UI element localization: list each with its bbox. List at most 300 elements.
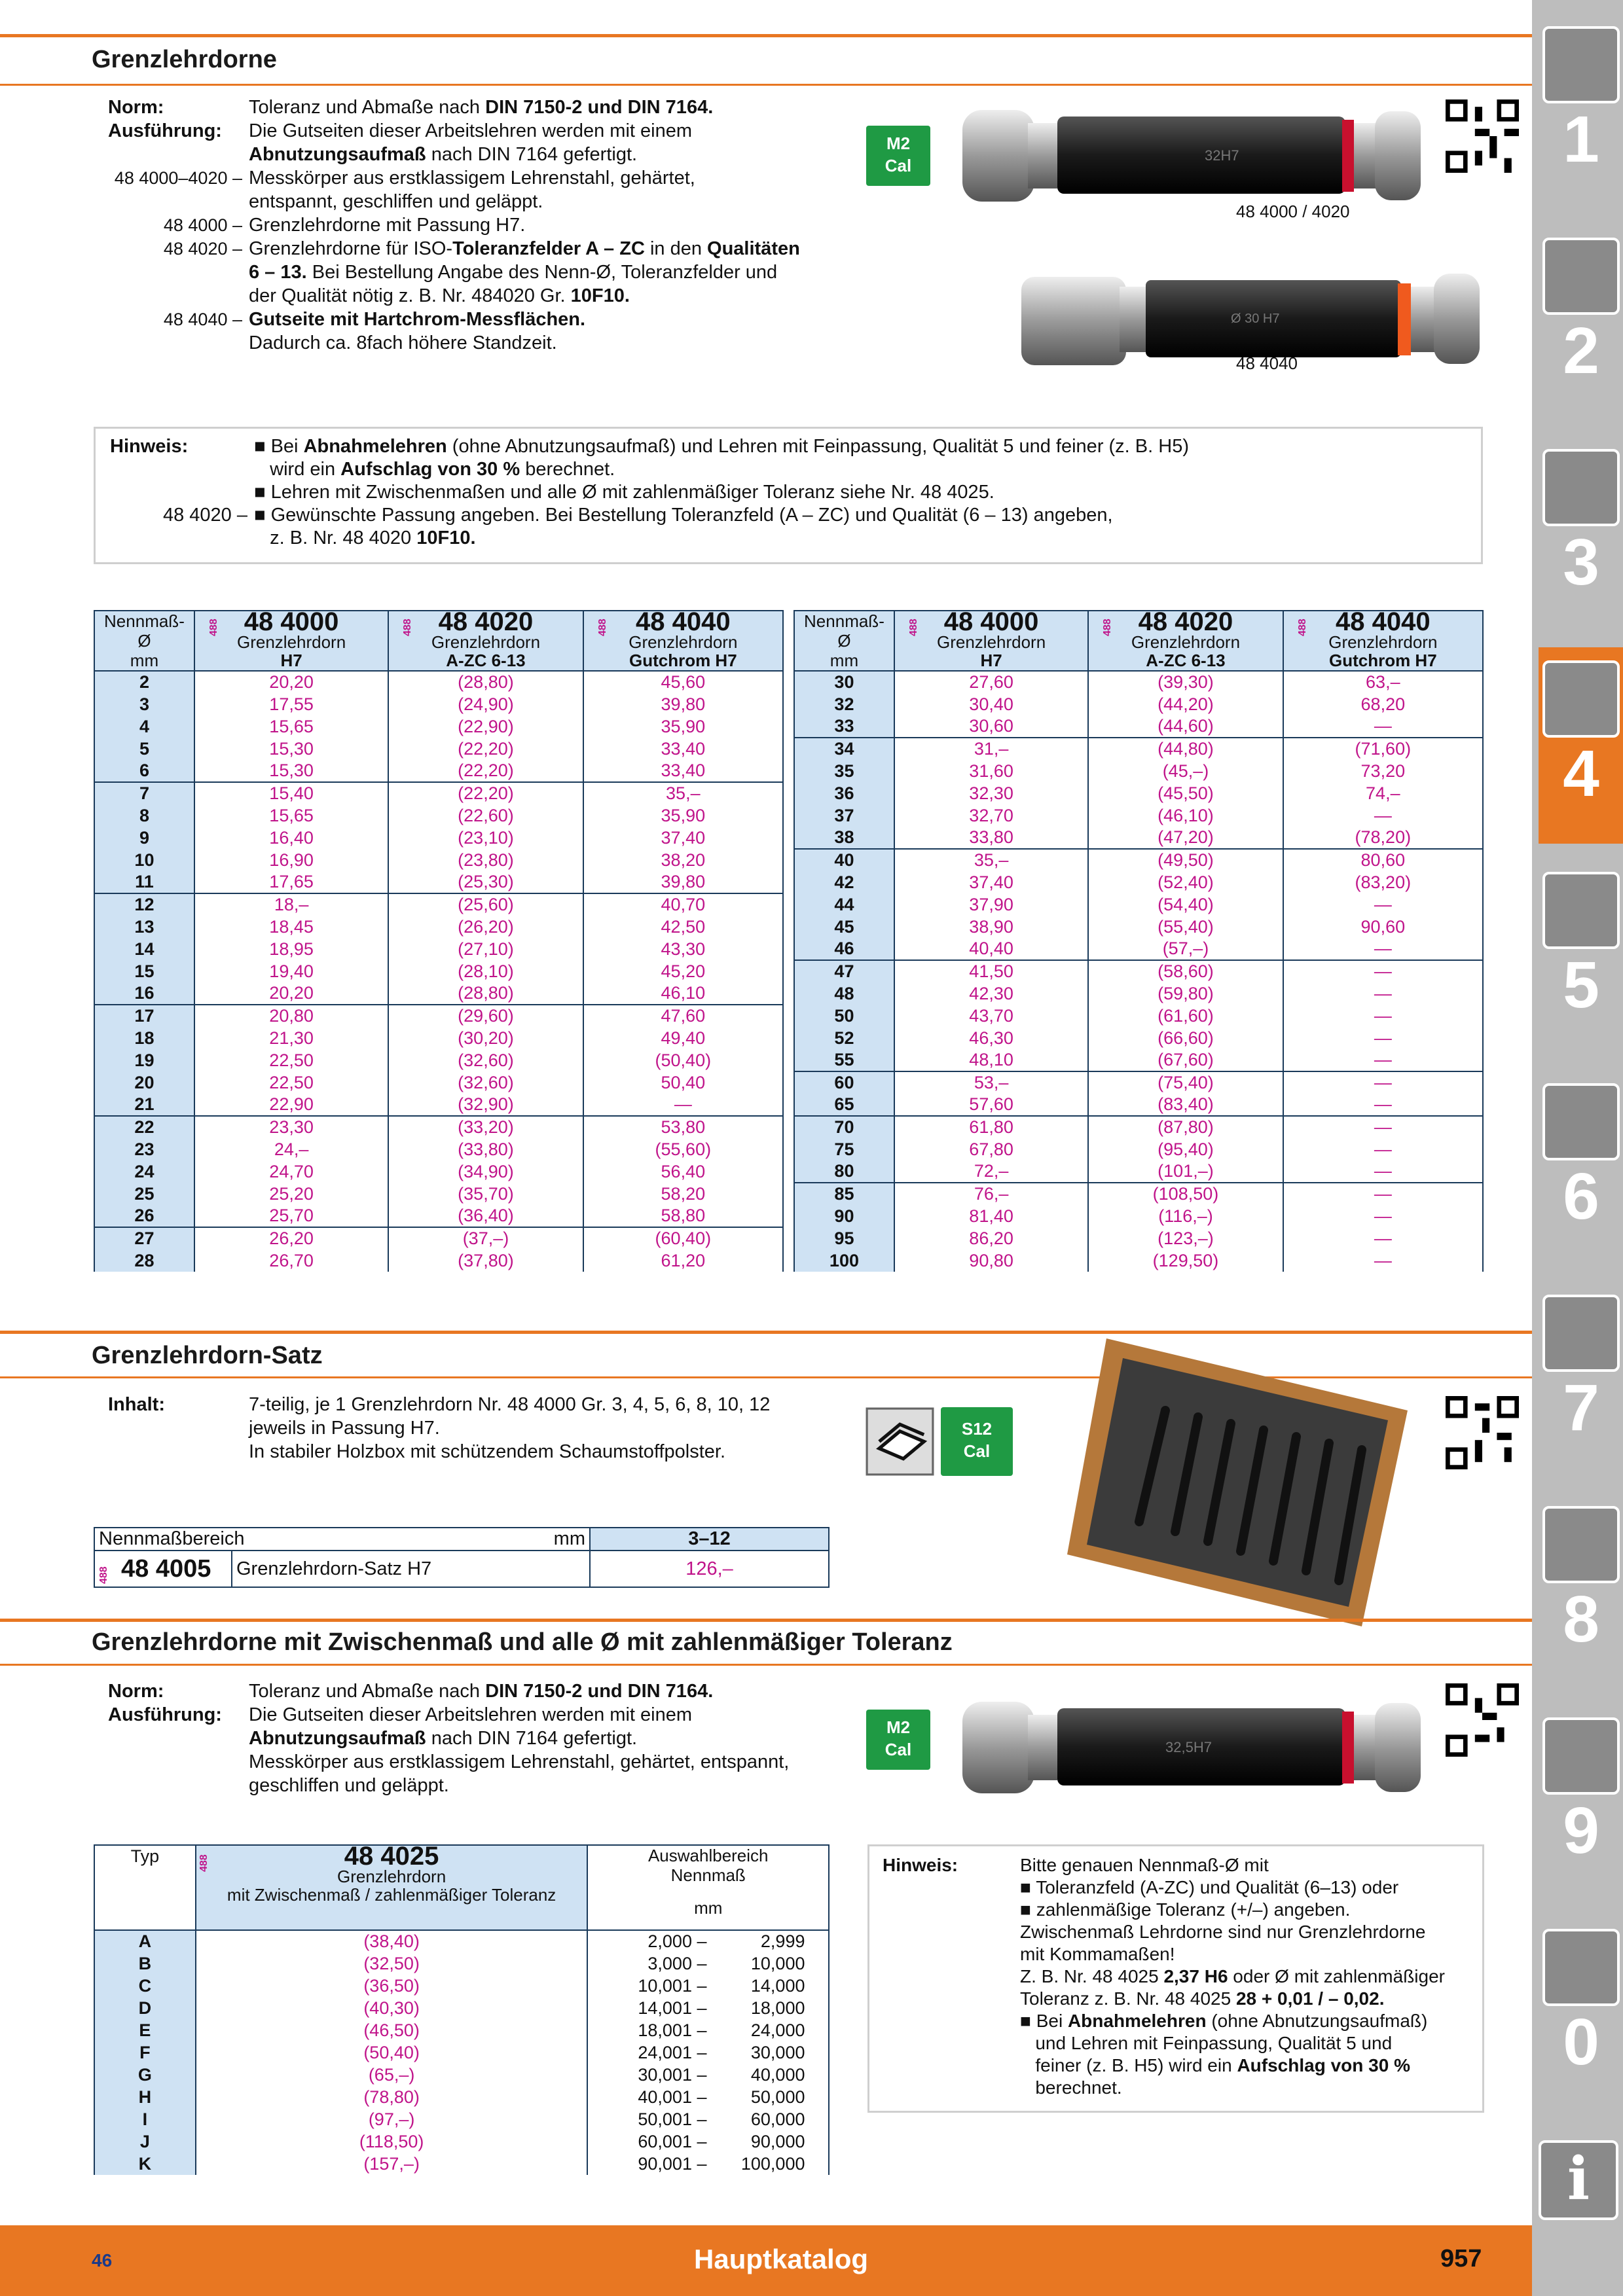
table-row <box>794 1249 1483 1272</box>
plug-gauge-image <box>956 1695 1427 1800</box>
type-cell: F <box>94 2041 196 2064</box>
price-484040: 35,90 <box>583 715 783 738</box>
table-row <box>94 2153 829 2175</box>
price-484000: 38,90 <box>894 916 1088 938</box>
table-row <box>94 1930 829 1952</box>
size-cell: 55 <box>794 1049 894 1071</box>
price-484000: 15,30 <box>194 738 388 760</box>
price-484040: 39,80 <box>583 871 783 893</box>
table-row <box>94 1205 783 1227</box>
price-484000: 30,40 <box>894 693 1088 715</box>
price-484000: 15,30 <box>194 760 388 782</box>
size-cell: 100 <box>794 1249 894 1272</box>
hint-box: Hinweis: Bitte genauen Nennmaß-Ø mit ■ Toleranzfeld (A-ZC) und Qualität (6–13) oder ■ zahlenmäßige Toleranz (+/–) angeben. Zwischenmaß Lehrdorne sind nur Grenzlehrdorne mit Kommamaßen! Z. B. Nr. 48 4025 2,37 H6 oder Ø mit zahlenmäßiger Toleranz z. B. Nr. 48 4025 28 + 0,01 / – 0,02. ■ Bei Abnahmelehren (ohne Abnutzungsaufmaß) und Lehren mit Feinpassung, Qualität 5 und feiner (z. B. H5) wird ein Aufschlag von 30 % berechnet. <box>867 1844 1484 2113</box>
price-484000: 41,50 <box>894 960 1088 982</box>
price-484040: — <box>1283 1160 1483 1183</box>
size-cell: 15 <box>94 960 194 982</box>
table-row <box>94 2019 829 2041</box>
price-484040: 58,20 <box>583 1183 783 1205</box>
size-cell: 70 <box>794 1116 894 1138</box>
badge-line-1: M2 <box>886 1717 911 1737</box>
price-cell: (157,–) <box>196 2153 588 2175</box>
hint-text: Bei <box>1036 2011 1068 2031</box>
price-484000: 43,70 <box>894 1005 1088 1027</box>
price-484020: (36,40) <box>388 1205 583 1227</box>
table-row <box>794 693 1483 715</box>
product-info <box>108 96 848 355</box>
table-row <box>794 1027 1483 1049</box>
chapter-9-icon <box>1542 1717 1620 1795</box>
price-484040: — <box>1283 982 1483 1005</box>
table-row <box>94 1975 829 1997</box>
price-484020: (44,20) <box>1088 693 1283 715</box>
table-row <box>794 916 1483 938</box>
chapter-tab-6[interactable] <box>1539 1070 1623 1266</box>
price-484020: (22,60) <box>388 804 583 827</box>
price-484020: (45,–) <box>1088 760 1283 782</box>
table-row <box>94 2064 829 2086</box>
table-row <box>94 804 783 827</box>
size-cell: 5 <box>94 738 194 760</box>
size-cell: 8 <box>94 804 194 827</box>
price-cell: (32,50) <box>196 1952 588 1975</box>
table-row <box>94 1997 829 2019</box>
chapter-8-icon <box>1542 1506 1620 1583</box>
table-row <box>94 2086 829 2108</box>
hint-box: Hinweis: ■ Bei Abnahmelehren (ohne Abnutzungsaufmaß) und Lehren mit Feinpassung, Qualität 5 und feiner (z. B. H5) wird ein Aufschlag von 30 % berechnet. ■ Lehren mit Zwischenmaßen und alle Ø mit zahlenmäßiger Toleranz siehe Nr. 48 4025. 48 4020 – ■ Gewünschte Passung angeben. Bei Bestellung Toleranzfeld (A – ZC) und Qualität (6 – 13) angeben, z. B. Nr. 48 4020 10F10. <box>94 427 1483 564</box>
price-484040: (78,20) <box>1283 827 1483 849</box>
type-cell: C <box>94 1975 196 1997</box>
size-cell: 60 <box>794 1071 894 1094</box>
price-484040: — <box>1283 1094 1483 1116</box>
table-row <box>94 738 783 760</box>
price-484020: (58,60) <box>1088 960 1283 982</box>
price-484040: — <box>1283 938 1483 960</box>
chapter-tab-5[interactable] <box>1539 859 1623 1055</box>
chapter-number: 3 <box>1563 526 1599 599</box>
r3-text: Bei Bestellung Angabe des Nenn-Ø, Toleranzfelder und <box>306 262 778 283</box>
price-484000: 81,40 <box>894 1205 1088 1227</box>
price-484020: (25,30) <box>388 871 583 893</box>
hint-text: Z. B. Nr. 48 4025 <box>1020 1966 1164 1986</box>
size-cell: 14 <box>94 938 194 960</box>
price-484040: 61,20 <box>583 1249 783 1272</box>
table-row <box>794 871 1483 893</box>
range-cell: 24,001 – 30,000 <box>587 2041 829 2064</box>
price-484000: 72,– <box>894 1160 1088 1183</box>
hint-text: Bei <box>270 436 304 457</box>
table-row <box>94 1227 783 1249</box>
hint-bold: Abnahmelehren <box>1067 2011 1207 2031</box>
qr-code-icon[interactable] <box>1446 1683 1519 1757</box>
qr-code-icon[interactable] <box>1446 1396 1519 1469</box>
badge-line-2: Cal <box>884 156 912 175</box>
price-484020: (44,80) <box>1088 738 1283 760</box>
price-484040: — <box>1283 1071 1483 1094</box>
price-484020: (28,10) <box>388 960 583 982</box>
price-484000: 24,70 <box>194 1160 388 1183</box>
table-row <box>94 1027 783 1049</box>
chapter-tab-7[interactable] <box>1539 1282 1623 1478</box>
size-cell: 95 <box>794 1227 894 1249</box>
table-row <box>94 671 783 693</box>
price-484040: 38,20 <box>583 849 783 871</box>
table-row <box>794 827 1483 849</box>
table-row <box>794 1138 1483 1160</box>
hint-text: z. B. Nr. 48 4020 <box>270 528 417 548</box>
size-cell: 27 <box>94 1227 194 1249</box>
price-484040: 33,40 <box>583 760 783 782</box>
price-484020: (101,–) <box>1088 1160 1283 1183</box>
type-cell: D <box>94 1997 196 2019</box>
table-row <box>94 2108 829 2130</box>
price-table-left <box>94 607 784 1272</box>
size-cell: 42 <box>794 871 894 893</box>
hint-text: zahlenmäßige Toleranz (+/–) angeben. <box>1036 1899 1351 1920</box>
hint-text: oder Ø mit zahlenmäßiger <box>1228 1966 1445 1986</box>
chapter-tab-8[interactable] <box>1539 1493 1623 1689</box>
price-484000: 22,50 <box>194 1049 388 1071</box>
inhalt-text: jeweils in Passung H7. <box>249 1418 440 1439</box>
chapter-tab-9[interactable] <box>1539 1704 1623 1901</box>
col-header-484000: 48 4000 Grenzlehrdorn H7 <box>894 611 1088 671</box>
chapter-tab-4[interactable] <box>1539 647 1623 844</box>
chapter-5-icon <box>1542 872 1620 949</box>
table-row <box>794 1005 1483 1027</box>
section-title: Grenzlehrdorn-Satz <box>92 1342 323 1369</box>
table-row <box>94 960 783 982</box>
price-484020: (59,80) <box>1088 982 1283 1005</box>
range-label: 48 4000–4020 – <box>114 168 242 188</box>
price-484000: 22,90 <box>194 1094 388 1116</box>
size-cell: 26 <box>94 1205 194 1227</box>
price-484040: 56,40 <box>583 1160 783 1183</box>
norm-text: Toleranz und Abmaße nach <box>249 97 486 118</box>
price-cell: (78,80) <box>196 2086 588 2108</box>
price-484020: (47,20) <box>1088 827 1283 849</box>
price-cell: (118,50) <box>196 2130 588 2153</box>
price-484000: 33,80 <box>894 827 1088 849</box>
badge-line-2: Cal <box>963 1441 991 1461</box>
size-cell: 24 <box>94 1160 194 1183</box>
chapter-number: 5 <box>1563 948 1599 1022</box>
catalog-title: Hauptkatalog <box>694 2244 869 2274</box>
hint-text: Toleranz z. B. Nr. 48 4025 <box>1020 1988 1236 2009</box>
catalog-tag: 488 <box>1297 619 1308 636</box>
price-484020: (32,60) <box>388 1049 583 1071</box>
price-484020: (26,20) <box>388 916 583 938</box>
price-484000: 48,10 <box>894 1049 1088 1071</box>
price-484020: (23,80) <box>388 849 583 871</box>
range-cell: 40,001 – 50,000 <box>587 2086 829 2108</box>
price-484020: (22,90) <box>388 715 583 738</box>
table-row <box>94 916 783 938</box>
r2-text: Grenzlehrdorne mit Passung H7. <box>249 215 526 236</box>
table-row <box>794 1205 1483 1227</box>
table-row <box>794 1160 1483 1183</box>
price-484000: 32,70 <box>894 804 1088 827</box>
price-484000: 76,– <box>894 1183 1088 1205</box>
table-row <box>794 1183 1483 1205</box>
price-cell: (38,40) <box>196 1930 588 1952</box>
table-row <box>794 782 1483 804</box>
price-484040: 35,90 <box>583 804 783 827</box>
price-484000: 40,40 <box>894 938 1088 960</box>
size-cell: 23 <box>94 1138 194 1160</box>
table-row <box>794 760 1483 782</box>
size-cell: 10 <box>94 849 194 871</box>
gauge-set-box-image <box>1067 1332 1408 1633</box>
price-484000: 61,80 <box>894 1116 1088 1138</box>
col-header-auswahl: Auswahlbereich Nennmaß mm <box>587 1845 829 1930</box>
hint-bold: Aufschlag von 30 % <box>340 459 520 480</box>
price-484000: 21,30 <box>194 1027 388 1049</box>
ausf-bold: Abnutzungsaufmaß <box>249 1728 426 1749</box>
table-row <box>94 715 783 738</box>
size-cell: 38 <box>794 827 894 849</box>
price-484020: (75,40) <box>1088 1071 1283 1094</box>
price-484020: (32,90) <box>388 1094 583 1116</box>
price-484020: (28,80) <box>388 982 583 1005</box>
table-row <box>794 982 1483 1005</box>
size-cell: 21 <box>94 1094 194 1116</box>
chapter-number: 4 <box>1563 737 1599 810</box>
ausf-text: nach DIN 7164 gefertigt. <box>426 1728 638 1749</box>
price-484000: 26,20 <box>194 1227 388 1249</box>
table-row <box>794 1116 1483 1138</box>
hint-text: berechnet. <box>1035 2077 1122 2098</box>
size-cell: 19 <box>94 1049 194 1071</box>
price-484020: (27,10) <box>388 938 583 960</box>
price-484040: 53,80 <box>583 1116 783 1138</box>
table-row <box>94 693 783 715</box>
price-484020: (57,–) <box>1088 938 1283 960</box>
table-row <box>94 1952 829 1975</box>
price-cell: (65,–) <box>196 2064 588 2086</box>
price-484020: (22,20) <box>388 760 583 782</box>
size-cell: 36 <box>794 782 894 804</box>
price-484000: 20,20 <box>194 671 388 693</box>
size-cell: 32 <box>794 693 894 715</box>
price-484000: 20,80 <box>194 1005 388 1027</box>
price-484020: (46,10) <box>1088 804 1283 827</box>
col-header-diameter: Ø <box>837 631 851 651</box>
hint-text: und Lehren mit Feinpassung, Qualität 5 und <box>1035 2033 1393 2053</box>
price-484000: 27,60 <box>894 671 1088 693</box>
table-row <box>94 782 783 804</box>
chapter-6-icon <box>1542 1083 1620 1160</box>
price-484000: 24,– <box>194 1138 388 1160</box>
table-row <box>794 804 1483 827</box>
art-label: 48 4000 – <box>163 215 242 235</box>
size-cell: 25 <box>94 1183 194 1205</box>
price-484020: (61,60) <box>1088 1005 1283 1027</box>
price-484020: (32,60) <box>388 1071 583 1094</box>
table-row <box>94 2041 829 2064</box>
calibration-badge <box>941 1407 1013 1476</box>
chapter-tab-1[interactable] <box>1539 13 1623 209</box>
price-484040: 46,10 <box>583 982 783 1005</box>
r3-text: Grenzlehrdorne für ISO- <box>249 238 453 259</box>
price-484020: (95,40) <box>1088 1138 1283 1160</box>
price-484000: 16,40 <box>194 827 388 849</box>
price-484020: (24,90) <box>388 693 583 715</box>
badge-line-2: Cal <box>884 1740 912 1759</box>
size-cell: 45 <box>794 916 894 938</box>
price-484000: 86,20 <box>894 1227 1088 1249</box>
size-cell: 80 <box>794 1160 894 1183</box>
chapter-3-icon <box>1542 449 1620 526</box>
catalog-tag: 488 <box>597 619 608 636</box>
price-484000: 46,30 <box>894 1027 1088 1049</box>
price-484020: (39,30) <box>1088 671 1283 693</box>
price-484020: (55,40) <box>1088 916 1283 938</box>
qr-code-icon[interactable] <box>1446 99 1519 173</box>
price-484020: (30,20) <box>388 1027 583 1049</box>
col-header-484025: 48 4025 Grenzlehrdorn mit Zwischenmaß / zahlenmäßiger Toleranz <box>196 1845 588 1930</box>
price-484040: 45,60 <box>583 671 783 693</box>
size-cell: 13 <box>94 916 194 938</box>
catalog-tag: 488 <box>198 1854 210 1872</box>
set-price: 126,– <box>590 1551 829 1587</box>
size-cell: 18 <box>94 1027 194 1049</box>
hint-bold: Abnahmelehren <box>303 436 447 457</box>
range-cell: 2,000 – 2,999 <box>587 1930 829 1952</box>
price-484040: (60,40) <box>583 1227 783 1249</box>
size-cell: 7 <box>94 782 194 804</box>
price-cell: (46,50) <box>196 2019 588 2041</box>
size-cell: 3 <box>94 693 194 715</box>
hint-art: 48 4020 – <box>162 505 247 526</box>
price-484020: (34,90) <box>388 1160 583 1183</box>
price-484000: 53,– <box>894 1071 1088 1094</box>
col-header-484040: 48 4040 Grenzlehrdorn Gutchrom H7 <box>1283 611 1483 671</box>
size-cell: 85 <box>794 1183 894 1205</box>
size-cell: 9 <box>94 827 194 849</box>
price-484000: 90,80 <box>894 1249 1088 1272</box>
chapter-tab-0[interactable] <box>1539 1916 1623 2112</box>
chapter-tab-2[interactable] <box>1539 224 1623 421</box>
badge-line-1: S12 <box>961 1419 993 1439</box>
price-484020: (28,80) <box>388 671 583 693</box>
price-484020: (29,60) <box>388 1005 583 1027</box>
price-cell: (36,50) <box>196 1975 588 1997</box>
price-484040: 80,60 <box>1283 849 1483 871</box>
table-row <box>94 760 783 782</box>
chapter-number: 2 <box>1563 314 1599 387</box>
size-cell: 17 <box>94 1005 194 1027</box>
plug-engraving: 32H7 <box>1205 147 1239 164</box>
hint-bold: 2,37 H6 <box>1163 1966 1228 1986</box>
section-title: Grenzlehrdorne mit Zwischenmaß und alle Ø mit zahlenmäßiger Toleranz <box>92 1628 953 1656</box>
r3-text: in den <box>644 238 708 259</box>
size-cell: 22 <box>94 1116 194 1138</box>
hint-bold: Aufschlag von 30 % <box>1237 2055 1410 2075</box>
table-row <box>94 2130 829 2153</box>
r1-text-2: entspannt, geschliffen und geläppt. <box>249 191 543 212</box>
range-cell: 10,001 – 14,000 <box>587 1975 829 1997</box>
price-484000: 18,95 <box>194 938 388 960</box>
norm-label: Norm: <box>108 1681 164 1702</box>
size-cell: 34 <box>794 738 894 760</box>
chapter-number: 0 <box>1563 2005 1599 2079</box>
price-484040: — <box>1283 1249 1483 1272</box>
r4-text: Dadurch ca. 8fach höhere Standzeit. <box>249 332 557 353</box>
table-row <box>794 1094 1483 1116</box>
inhalt-text: In stabiler Holzbox mit schützendem Schaumstoffpolster. <box>249 1441 726 1462</box>
price-484040: 37,40 <box>583 827 783 849</box>
price-484040: 50,40 <box>583 1071 783 1094</box>
table-row <box>94 893 783 916</box>
norm-standard: DIN 7150-2 und DIN 7164. <box>485 1681 714 1702</box>
price-484000: 35,– <box>894 849 1088 871</box>
hint-text: Bitte genauen Nennmaß-Ø mit <box>1020 1855 1269 1875</box>
r3-text: der Qualität nötig z. B. Nr. 484020 Gr. <box>249 285 571 306</box>
page-number-left: 46 <box>92 2250 113 2270</box>
r3-bold: 6 – 13. <box>249 262 307 283</box>
plug-gauge-image <box>956 103 1427 208</box>
price-484040: 68,20 <box>1283 693 1483 715</box>
price-484040: 35,– <box>583 782 783 804</box>
type-cell: B <box>94 1952 196 1975</box>
table-row <box>94 1160 783 1183</box>
chapter-1-icon <box>1542 26 1620 103</box>
size-cell: 12 <box>94 893 194 916</box>
col-header-484020: 48 4020 Grenzlehrdorn A-ZC 6-13 <box>388 611 583 671</box>
catalog-tag: 488 <box>98 1566 109 1584</box>
price-484020: (25,60) <box>388 893 583 916</box>
price-484000: 22,50 <box>194 1071 388 1094</box>
price-484040: 45,20 <box>583 960 783 982</box>
price-484040: 40,70 <box>583 893 783 916</box>
price-484020: (33,80) <box>388 1138 583 1160</box>
price-484040: — <box>1283 1027 1483 1049</box>
price-484020: (22,20) <box>388 738 583 760</box>
r3-bold: 10F10. <box>570 285 630 306</box>
hint-bold: 10F10. <box>416 528 476 548</box>
price-484020: (33,20) <box>388 1116 583 1138</box>
info-tab[interactable]: i <box>1539 2140 1618 2220</box>
col-header-484000: 48 4000 Grenzlehrdorn H7 <box>194 611 388 671</box>
catalog-tag: 488 <box>208 619 219 636</box>
hint-text: Zwischenmaß Lehrdorne sind nur Grenzlehrdorne <box>1020 1922 1426 1942</box>
chapter-tab-3[interactable] <box>1539 436 1623 632</box>
table-row <box>794 893 1483 916</box>
size-cell: 52 <box>794 1027 894 1049</box>
art-label: 48 4020 – <box>163 239 242 259</box>
col-header-unit: mm <box>130 651 159 670</box>
price-484040: 42,50 <box>583 916 783 938</box>
col-header-diameter: Ø <box>137 631 151 651</box>
size-cell: 30 <box>794 671 894 693</box>
price-484040: (50,40) <box>583 1049 783 1071</box>
table-row <box>94 1071 783 1094</box>
price-484000: 25,70 <box>194 1205 388 1227</box>
price-484000: 42,30 <box>894 982 1088 1005</box>
price-484020: (23,10) <box>388 827 583 849</box>
chapter-number: 9 <box>1563 1794 1599 1867</box>
plug-engraving: 32,5H7 <box>1165 1739 1212 1755</box>
page-footer <box>0 2225 1532 2296</box>
table-row <box>794 1071 1483 1094</box>
table-row <box>794 715 1483 738</box>
table-row <box>794 738 1483 760</box>
price-484000: 31,– <box>894 738 1088 760</box>
size-cell: 20 <box>94 1071 194 1094</box>
ausf-bold: Abnutzungsaufmaß <box>249 144 426 165</box>
hint-text: Toleranzfeld (A-ZC) und Qualität (6–13) oder <box>1036 1877 1399 1897</box>
range-cell: 30,001 – 40,000 <box>587 2064 829 2086</box>
